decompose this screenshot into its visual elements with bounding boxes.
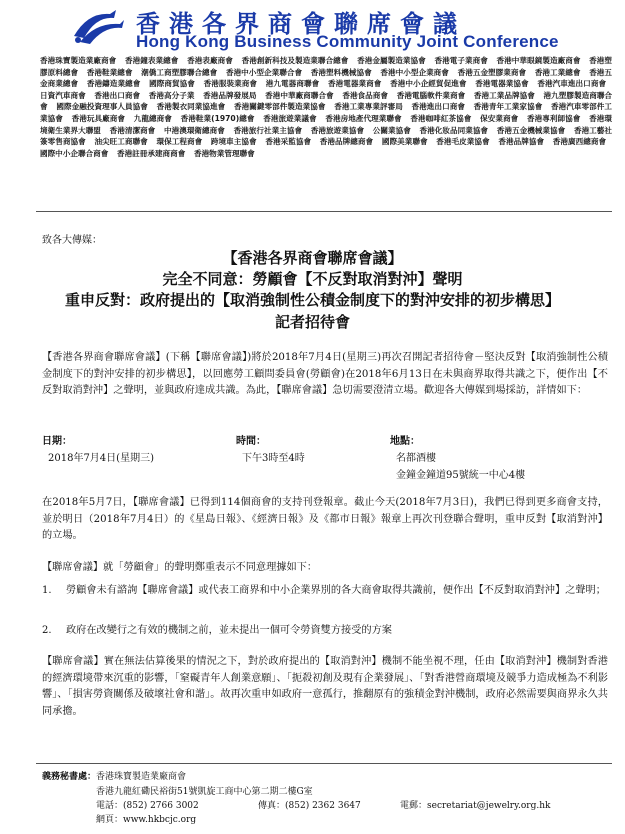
member-association: 香港化妝品同業協會 xyxy=(419,125,489,135)
member-association: 香港食品商會 xyxy=(342,90,389,100)
venue-address: 金鐘金鐘道95號統一中心4樓 xyxy=(396,470,526,481)
member-association: 保安業商會 xyxy=(480,113,519,123)
member-association: 香港房地產代理業聯會 xyxy=(325,113,402,123)
member-association: 香港廣西總商會 xyxy=(552,137,607,147)
member-association: 香港中小企經貿促進會 xyxy=(390,79,467,89)
member-association: 香港工業品牌協會 xyxy=(473,90,535,100)
member-association: 香港采監協會 xyxy=(265,137,312,147)
member-association: 香港品牌發展局 xyxy=(203,90,257,100)
member-association: 香港環境衛生業界大聯盟 xyxy=(40,113,612,135)
member-association: 香港旅遊業議會 xyxy=(263,113,317,123)
member-association: 香港出口商會 xyxy=(94,90,141,100)
member-association: 香港服裝業商會 xyxy=(203,79,258,89)
venue-label: 地點： xyxy=(390,436,420,447)
conference-logo-icon xyxy=(70,6,126,46)
member-association: 香港中華眼鏡製造廠商會 xyxy=(496,56,581,65)
member-association: 環保工程商會 xyxy=(156,137,203,147)
member-association: 公關業協會 xyxy=(372,125,411,135)
member-association: 國際美業聯會 xyxy=(381,137,428,147)
member-association: 香港品牌總商會 xyxy=(319,137,374,147)
time-label: 時間： xyxy=(236,436,266,447)
member-association: 香港五金商業總會 xyxy=(40,67,613,89)
conference-title-zh: 香港各界商會聯席會議 xyxy=(136,10,466,38)
member-association: 香港電腦軟件業商會 xyxy=(396,90,466,100)
member-association: 香港鞋業總會 xyxy=(86,67,133,77)
fax-value: (852) 2362 3647 xyxy=(285,801,361,811)
web-label: 網頁： xyxy=(96,815,124,825)
headline-disagree: 完全不同意：勞顧會【不反對取消對沖】聲明 xyxy=(162,270,463,288)
member-association: 跨境車主協會 xyxy=(210,137,257,147)
member-association: 油尖旺工商聯會 xyxy=(94,137,148,147)
member-association: 香港電子業商會 xyxy=(434,56,488,65)
headline-press-conference: 記者招待會 xyxy=(274,313,350,331)
email-line xyxy=(400,798,550,811)
reason-1-text: 勞顧會未有諮詢【聯席會議】或代表工商界和中小企業界別的各大商會取得共識前，便作出【不反對取消對沖】之聲明； xyxy=(66,585,606,596)
secretariat-address: 香港九龍紅磡民裕街51號凱旋工商中心第二期二樓G室 xyxy=(96,787,313,797)
member-association: 港九電器商聯會 xyxy=(265,79,320,89)
member-association: 香港五金機械業協會 xyxy=(496,125,566,135)
date-label: 日期： xyxy=(42,436,72,447)
member-association: 香港註冊承建商商會 xyxy=(117,148,186,158)
tel-value: (852) 2766 3002 xyxy=(123,801,199,811)
venue-name: 名都酒樓 xyxy=(396,453,436,464)
member-association: 香港珠寶製造業廠商會 xyxy=(40,56,117,65)
member-association: 香港進出口商會 xyxy=(411,102,465,112)
member-association: 香港中小型企業商會 xyxy=(380,67,449,77)
member-association: 香港旅遊業協會 xyxy=(310,125,365,135)
reason-2-text: 政府在改變行之有效的機制之前，並未提出一個可令勞資雙方接受的方案 xyxy=(66,625,392,636)
header-divider xyxy=(36,211,612,212)
email-label: 電郵： xyxy=(400,801,428,811)
support-paragraph: 在2018年5月7日，【聯席會議】已得到114個商會的支持刊登報章。截止今天(2018年7月3日)，我們已得到更多商會支持，並於明日（2018年7月4日）的《星島日報》、《經濟日報》及《都市日報》報章上再次刊登聯合聲明，重申反對【取消對沖】的立場。 xyxy=(42,497,608,542)
member-association: 香港青年工業家協會 xyxy=(473,102,543,112)
member-association: 香港玩具廠商會 xyxy=(71,113,126,123)
fax-line xyxy=(258,798,361,811)
member-association: 九龍總商會 xyxy=(133,113,172,123)
member-association: 香港關鍵零部件製造業協會 xyxy=(233,102,326,112)
disagreement-intro: 【聯席會議】就「勞顧會」的聲明鄭重表示不同意理據如下： xyxy=(42,562,318,573)
member-association: 香港汽車進出口商會 xyxy=(537,79,607,89)
member-association: 香港電器業商會 xyxy=(327,79,382,89)
intro-paragraph: 【香港各界商會聯席會議】(下稱【聯席會議】)將於2018年7月4日(星期三)再次召開記者招待會－堅決反對【取消強制性公積金制度下的對沖安排的初步構思】，以回應勞工顧問委員會(勞顧會)在2018年6月13日在未與商界取得共識之下，便作出【不反對取消對沖】之聲明，並與政府達成共識。為此，【聯席會議】急切需要澄清立場。歡迎各大傳媒到場採訪，詳情如下： xyxy=(42,352,608,397)
member-association: 香港塑料機械協會 xyxy=(310,67,372,77)
member-association: 香港物業管理聯會 xyxy=(194,148,255,158)
member-association: 香港電器業協會 xyxy=(475,79,529,89)
member-association: 香港金屬製造業協會 xyxy=(357,56,426,65)
member-association: 國際金融投資理事人員協會 xyxy=(56,102,148,112)
web-line xyxy=(96,812,196,825)
reason-2-number: 2. xyxy=(42,625,52,636)
member-association: 中港澳環衛總商會 xyxy=(163,125,225,135)
member-association: 香港表廠商會 xyxy=(187,56,233,65)
conference-title-en: Hong Kong Business Community Joint Conference xyxy=(136,32,559,51)
member-association: 港九塑膠製造商聯合會 xyxy=(40,90,613,112)
tel-line xyxy=(96,798,199,811)
member-association: 香港工業專業評審局 xyxy=(334,102,403,112)
member-association: 國際商貿協會 xyxy=(149,79,195,89)
member-association: 香港工藝社簽零售商協會 xyxy=(40,125,613,147)
reason-1-number: 1. xyxy=(42,585,52,596)
member-association: 香港鞋業(1970)總會 xyxy=(180,113,255,123)
addressee: 致各大傳媒： xyxy=(42,235,102,246)
member-association: 香港工業總會 xyxy=(534,67,581,77)
web-value[interactable]: www.hkbcjc.org xyxy=(123,815,197,825)
member-association: 香港清潔商會 xyxy=(109,125,156,135)
member-association: 香港塑膠原料總會 xyxy=(40,56,613,77)
email-value[interactable]: secretariat@jewelry.org.hk xyxy=(427,801,551,811)
member-associations-list xyxy=(40,55,612,159)
secretariat-value: 香港珠寶製造業廠商會 xyxy=(96,772,187,782)
member-association: 香港旅行社業主協會 xyxy=(233,125,303,135)
member-association: 香港五金塑膠業商會 xyxy=(457,67,527,77)
member-association: 日資汽車商會 xyxy=(40,90,86,100)
member-association: 香港毛皮業協會 xyxy=(436,137,490,147)
fax-label: 傳真： xyxy=(258,801,286,811)
member-association: 香港專利師協會 xyxy=(526,113,581,123)
member-association: 香港汽車零部件工業協會 xyxy=(40,102,613,123)
headline-reiterate: 重申反對：政府提出的【取消強制性公積金制度下的對沖安排的初步構思】 xyxy=(64,291,560,309)
member-association: 國際中小企聯合商會 xyxy=(40,148,109,158)
member-association: 香港品牌協會 xyxy=(498,137,545,147)
conclusion-paragraph: 【聯席會議】實在無法估算後果的情況之下，對於政府提出的【取消對沖】機制不能坐視不理，任由【取消對沖】機制對香港的經濟環境帶來沉重的影響，「窒礙青年人創業意願」、「扼殺初創及現有企業發展」、「對香港營商環境及競爭力造成極為不利影響」、「損害勞資關係及破壞社會和諧」。故再次重申如政府一意孤行，推翻原有的強積金對沖機制，政府必然需要與商界永久共同承擔。 xyxy=(42,656,608,717)
member-association: 潮僑工商塑膠聯合總會 xyxy=(141,67,218,77)
member-association: 香港高分子業 xyxy=(148,90,195,100)
secretariat-line xyxy=(42,769,186,782)
time-value: 下午3時至4時 xyxy=(242,453,305,464)
member-association: 香港鐘表業總會 xyxy=(124,56,179,65)
date-value: 2018年7月4日(星期三) xyxy=(48,453,154,464)
footer-divider xyxy=(36,763,612,764)
member-association: 香港製衣同業協進會 xyxy=(156,102,226,112)
headline-org: 【香港各界商會聯席會議】 xyxy=(222,249,403,267)
member-association: 香港創新科技及製造業聯合總會 xyxy=(241,56,349,65)
member-association: 香港咖啡紅茶協會 xyxy=(410,113,472,123)
member-association: 香港鑄造業總會 xyxy=(86,79,141,89)
member-association: 香港中華廠商聯合會 xyxy=(265,90,334,100)
member-association: 香港中小型企業聯合會 xyxy=(225,67,303,77)
secretariat-label: 義務秘書處： xyxy=(42,772,97,782)
tel-label: 電話： xyxy=(96,801,124,811)
